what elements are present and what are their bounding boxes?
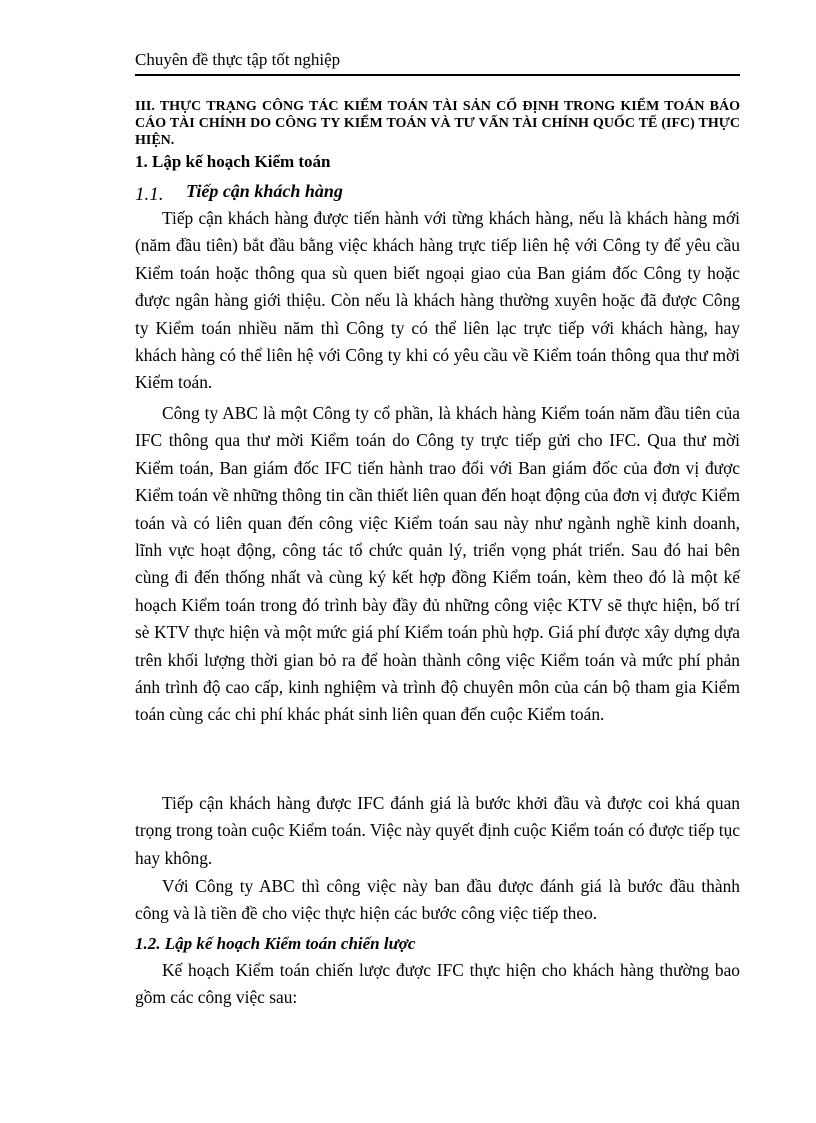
heading-1-2: 1.2. Lập kế hoạch Kiểm toán chiến lược <box>135 934 416 953</box>
header-title: Chuyên đề thực tập tốt nghiệp <box>135 50 341 69</box>
page-header <box>135 48 740 76</box>
paragraph-1: Tiếp cận khách hàng được tiến hành với từng khách hàng, nếu là khách hàng mới (năm đầu tiên) bắt đầu bằng việc khách hàng trực tiếp liên hệ với Công ty để yêu cầu Kiểm toán hoặc thông qua sù quen biết ngoại giao của Ban giám đốc Công ty hoặc được ngân hàng giới thiệu. Còn nếu là khách hàng thường xuyên hoặc đã được Công ty Kiểm toán nhiều năm thì Công ty có thể liên lạc trực tiếp với khách hàng, hay khách hàng có thể liên hệ với Công ty khi có yêu cầu về Kiểm toán thông qua thư mời Kiểm toán. <box>135 208 740 393</box>
paragraph-4: Với Công ty ABC thì công việc này ban đầu được đánh giá là bước đầu thành công và là tiền đề cho việc thực hiện các bước công việc tiếp theo. <box>135 876 740 924</box>
paragraph-2: Công ty ABC là một Công ty cổ phần, là khách hàng Kiểm toán năm đầu tiên của IFC thông qua thư mời Kiểm toán do Công ty trực tiếp gửi cho IFC. Qua thư mời Kiểm toán, Ban giám đốc IFC tiến hành trao đổi với Ban giám đốc của đơn vị được Kiểm toán về những thông tin cần thiết liên quan đến hoạt động của đơn vị được Kiểm toán và có liên quan đến công việc Kiểm toán sau này như ngành nghề kinh doanh, lĩnh vực hoạt động, công tác tổ chức quản lý, triển vọng phát triển. Sau đó hai bên cùng đi đến thống nhất và cùng ký kết hợp đồng Kiểm toán, kèm theo đó là một kế hoạch Kiểm toán trong đó trình bày đầy đủ những công việc KTV sẽ thực hiện, bố trí sè KTV thực hiện và một mức giá phí Kiểm toán phù hợp. Giá phí được xây dựng dựa trên khối lượng thời gian bỏ ra để hoàn thành công việc Kiểm toán và mức phí phản ánh trình độ cao cấp, kinh nghiệm và trình độ chuyên môn của cán bộ tham gia Kiểm toán cùng các chi phí khác phát sinh liên quan đến cuộc Kiểm toán. <box>135 403 740 725</box>
heading-1-1-text: Tiếp cận khách hàng <box>186 181 343 201</box>
heading-1: 1. Lập kế hoạch Kiểm toán <box>135 152 331 171</box>
paragraph-3: Tiếp cận khách hàng được IFC đánh giá là bước khởi đầu và được coi khá quan trọng trong toàn cuộc Kiểm toán. Việc này quyết định cuộc Kiểm toán có được tiếp tục hay không. <box>135 793 740 868</box>
heading-1-1-number: 1.1. <box>135 184 164 205</box>
section-title: III. THỰC TRẠNG CÔNG TÁC KIỂM TOÁN TÀI SẢN CỐ ĐỊNH TRONG KIỂM TOÁN BÁO CÁO TÀI CHÍNH DO CÔNG TY KIỂM TOÁN VÀ TƯ VẤN TÀI CHÍNH QUỐC TẾ (IFC) THỰC HIỆN. <box>135 99 740 148</box>
paragraph-5: Kế hoạch Kiểm toán chiến lược được IFC thực hiện cho khách hàng thường bao gồm các công việc sau: <box>135 960 740 1008</box>
